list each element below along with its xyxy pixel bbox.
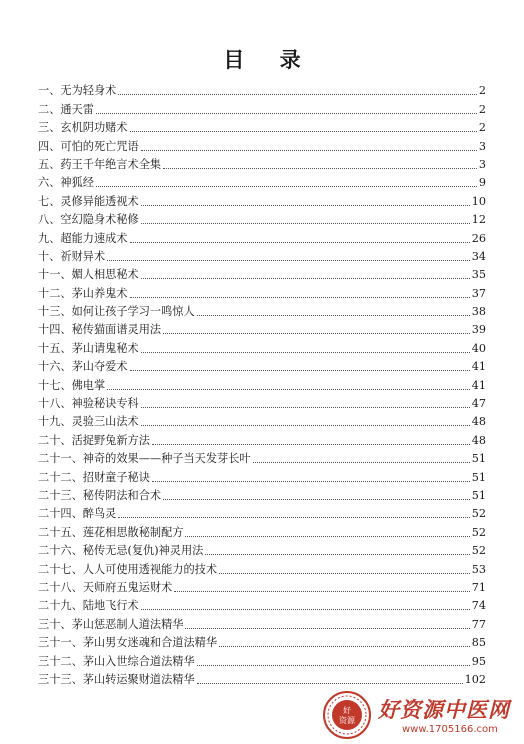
toc-entry-page-number: 48 — [471, 415, 486, 429]
toc-entry[interactable] — [38, 190, 486, 208]
toc-entry-page-number: 3 — [478, 157, 486, 171]
toc-leader-dots — [174, 591, 469, 592]
toc-entry-page-number: 85 — [471, 636, 486, 650]
toc-entry[interactable] — [38, 595, 486, 613]
toc-entry[interactable] — [38, 558, 486, 576]
toc-entry-label: 十四、秘传猫面谱灵用法 — [38, 323, 162, 337]
toc-leader-dots — [118, 94, 477, 95]
toc-entry[interactable] — [38, 282, 486, 300]
toc-leader-dots — [185, 628, 469, 629]
toc-entry-label: 二、通天雷 — [38, 102, 94, 116]
toc-entry-page-number: 95 — [471, 654, 486, 668]
toc-entry-label: 二十七、人人可使用透视能力的技术 — [38, 562, 218, 576]
toc-leader-dots — [219, 646, 470, 647]
toc-entry-label: 二十二、招财童子秘诀 — [38, 470, 150, 484]
toc-entry-label: 四、可怕的死亡咒语 — [38, 139, 139, 153]
toc-entry-label: 十七、佛电掌 — [38, 378, 106, 392]
toc-entry[interactable] — [38, 540, 486, 558]
toc-entry-page-number: 71 — [471, 580, 486, 594]
toc-leader-dots — [253, 462, 470, 463]
toc-leader-dots — [130, 370, 470, 371]
toc-entry[interactable] — [38, 301, 486, 319]
toc-entry[interactable] — [38, 650, 486, 668]
toc-entry-label: 十、祈财异术 — [38, 249, 106, 263]
toc-entry-page-number: 12 — [471, 213, 486, 227]
toc-entry-label: 七、灵修异能透视术 — [38, 194, 139, 208]
toc-entry-page-number: 39 — [471, 323, 486, 337]
toc-entry[interactable] — [38, 117, 486, 135]
seal-logo-icon — [322, 690, 372, 740]
toc-leader-dots — [141, 609, 470, 610]
toc-leader-dots — [197, 683, 463, 684]
watermark-text: 好资源中医网 — [378, 698, 510, 722]
toc-entry-page-number: 48 — [471, 433, 486, 447]
watermark — [322, 690, 522, 742]
toc-entry-label: 十三、如何让孩子学习一鸣惊人 — [38, 305, 195, 319]
toc-entry-page-number: 26 — [471, 231, 486, 245]
toc-leader-dots — [130, 297, 470, 298]
toc-entry[interactable] — [38, 98, 486, 116]
toc-entry-label: 三十二、茅山入世综合道法精华 — [38, 654, 195, 668]
toc-entry-page-number: 2 — [478, 121, 486, 135]
toc-entry-label: 二十四、醉鸟灵 — [38, 507, 117, 521]
toc-entry-page-number: 51 — [471, 452, 486, 466]
toc-entry[interactable] — [38, 319, 486, 337]
seal-text-bottom: 资源 — [339, 716, 355, 725]
toc-entry-label: 二十五、莲花相思散秘制配方 — [38, 525, 184, 539]
toc-leader-dots — [141, 150, 477, 151]
toc-entry[interactable] — [38, 154, 486, 172]
toc-entry-page-number: 52 — [471, 544, 486, 558]
toc-entry-page-number: 102 — [464, 672, 486, 686]
toc-entry-page-number: 9 — [478, 176, 486, 190]
toc-entry-page-number: 40 — [471, 341, 486, 355]
toc-leader-dots — [96, 113, 477, 114]
toc-entry-page-number: 38 — [471, 305, 486, 319]
toc-leader-dots — [141, 223, 470, 224]
toc-entry-page-number: 41 — [471, 360, 486, 374]
toc-leader-dots — [130, 131, 477, 132]
toc-leader-dots — [197, 315, 470, 316]
toc-leader-dots — [141, 205, 470, 206]
toc-entry[interactable] — [38, 264, 486, 282]
toc-entry-label: 十一、媚人相思秘术 — [38, 268, 139, 282]
toc-entry[interactable] — [38, 80, 486, 98]
toc-entry-label: 十九、灵验三山法术 — [38, 415, 139, 429]
toc-entry-label: 八、空幻隐身术秘修 — [38, 213, 139, 227]
page-title: 目 录 — [223, 47, 315, 72]
toc-entry-page-number: 52 — [471, 525, 486, 539]
toc-entry-page-number: 3 — [478, 139, 486, 153]
toc-leader-dots — [141, 278, 470, 279]
toc-entry[interactable] — [38, 172, 486, 190]
toc-leader-dots — [197, 665, 470, 666]
toc-entry[interactable] — [38, 227, 486, 245]
toc-entry-label: 一、无为轻身术 — [38, 84, 117, 98]
toc-leader-dots — [163, 333, 470, 334]
toc-entry[interactable] — [38, 521, 486, 539]
toc-leader-dots — [205, 554, 469, 555]
seal-text-top: 好 — [343, 706, 351, 715]
toc-entry-page-number: 37 — [471, 286, 486, 300]
toc-entry[interactable] — [38, 135, 486, 153]
toc-entry-label: 十五、茅山请鬼秘术 — [38, 341, 139, 355]
toc-entry-page-number: 10 — [471, 194, 486, 208]
toc-leader-dots — [163, 168, 477, 169]
toc-leader-dots — [141, 352, 470, 353]
toc-entry[interactable] — [38, 577, 486, 595]
toc-entry-page-number: 53 — [471, 562, 486, 576]
toc-entry[interactable] — [38, 613, 486, 631]
toc-entry[interactable] — [38, 485, 486, 503]
toc-leader-dots — [96, 186, 477, 187]
toc-entry-page-number: 74 — [471, 599, 486, 613]
toc-entry-label: 三十三、茅山转运聚财道法精华 — [38, 672, 195, 686]
toc-entry[interactable] — [38, 448, 486, 466]
toc-entry[interactable] — [38, 429, 486, 447]
toc-leader-dots — [219, 573, 470, 574]
toc-entry-page-number: 51 — [471, 488, 486, 502]
toc-entry-label: 二十九、陆地飞行术 — [38, 599, 139, 613]
toc-entry[interactable] — [38, 209, 486, 227]
toc-leader-dots — [107, 260, 470, 261]
toc-entry-page-number: 2 — [478, 84, 486, 98]
toc-leader-dots — [130, 242, 470, 243]
toc-leader-dots — [163, 499, 470, 500]
toc-entry-label: 六、神狐经 — [38, 176, 94, 190]
watermark-url[interactable]: www.1705166.com — [402, 724, 498, 735]
toc-entry-label: 十二、茅山养鬼术 — [38, 286, 128, 300]
toc-entry-label: 五、药王千年绝言术全集 — [38, 157, 162, 171]
toc-entry-label: 三十一、茅山男女迷魂和合道法精华 — [38, 636, 218, 650]
toc-leader-dots — [141, 425, 470, 426]
toc-entry[interactable] — [38, 246, 486, 264]
toc-leader-dots — [141, 407, 470, 408]
toc-entry-label: 二十三、秘传阴法和合术 — [38, 488, 162, 502]
toc-entry-label: 十八、神验秘诀专科 — [38, 397, 139, 411]
toc-entry-page-number: 77 — [471, 617, 486, 631]
toc-entry-label: 二十八、天师府五鬼运财术 — [38, 580, 173, 594]
toc-entry-page-number: 2 — [478, 102, 486, 116]
toc-entry-page-number: 34 — [471, 249, 486, 263]
toc-entry[interactable] — [38, 411, 486, 429]
toc-entry[interactable] — [38, 393, 486, 411]
toc-entry[interactable] — [38, 669, 486, 687]
toc-entry[interactable] — [38, 374, 486, 392]
table-of-contents — [38, 80, 486, 687]
toc-entry-label: 十六、茅山夺爱术 — [38, 360, 128, 374]
toc-entry-page-number: 41 — [471, 378, 486, 392]
toc-entry[interactable] — [38, 503, 486, 521]
toc-leader-dots — [152, 444, 470, 445]
toc-leader-dots — [107, 389, 470, 390]
toc-entry-page-number: 47 — [471, 397, 486, 411]
toc-entry-page-number: 52 — [471, 507, 486, 521]
toc-entry-page-number: 51 — [471, 470, 486, 484]
toc-entry-label: 九、超能力速成术 — [38, 231, 128, 245]
toc-entry[interactable] — [38, 356, 486, 374]
toc-entry-label: 二十一、神奇的效果——种子当天发芽长叶 — [38, 452, 251, 466]
toc-entry-page-number: 35 — [471, 268, 486, 282]
toc-entry-label: 三、玄机阴功赌术 — [38, 121, 128, 135]
toc-entry-label: 二十六、秘传无忌(复仇)神灵用法 — [38, 544, 204, 558]
toc-leader-dots — [118, 517, 469, 518]
toc-entry[interactable] — [38, 632, 486, 650]
toc-leader-dots — [152, 481, 470, 482]
toc-entry[interactable] — [38, 337, 486, 355]
toc-entry-label: 二十、活捉野兔新方法 — [38, 433, 150, 447]
toc-leader-dots — [185, 536, 469, 537]
toc-entry[interactable] — [38, 466, 486, 484]
toc-entry-label: 三十、茅山惩恶制人道法精华 — [38, 617, 184, 631]
